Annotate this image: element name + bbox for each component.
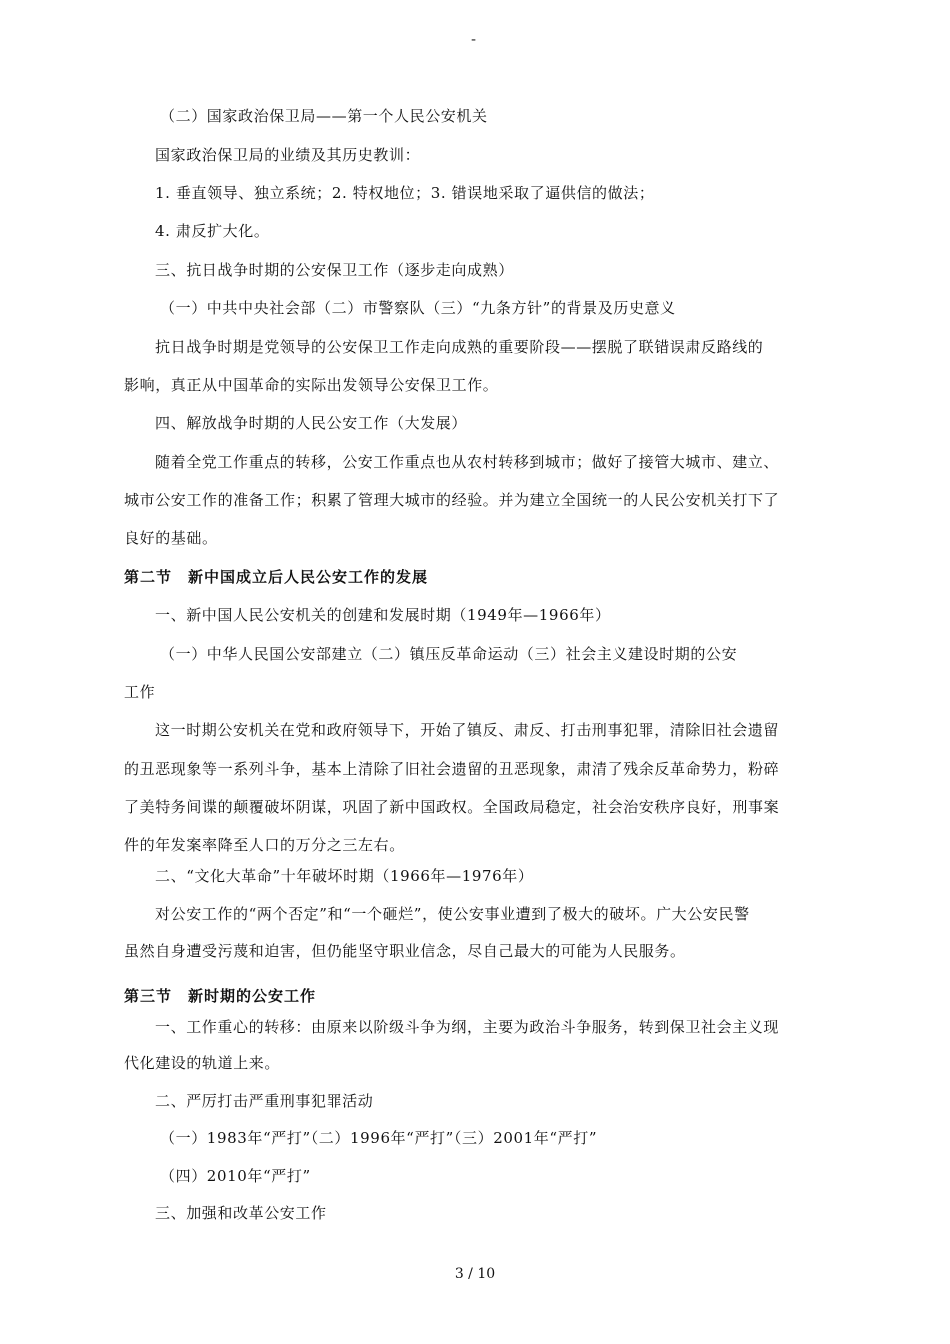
section-heading: 第三节 新时期的公安工作 <box>124 987 317 1005</box>
paragraph-line: （四）2010年“严打” <box>160 1167 311 1185</box>
paragraph-line: 虽然自身遭受污蔑和迫害，但仍能坚守职业信念，尽自己最大的可能为人民服务。 <box>124 942 686 960</box>
paragraph-line: 了美特务间谍的颠覆破坏阴谋，巩固了新中国政权。全国政局稳定，社会治安秩序良好，刑事案 <box>124 798 780 816</box>
paragraph-line: 工作 <box>124 683 156 701</box>
paragraph-line: （一）中华人民国公安部建立（二）镇压反革命运动（三）社会主义建设时期的公安 <box>160 645 738 663</box>
paragraph-line: 对公安工作的“两个否定”和“一个砸烂”，使公安事业遭到了极大的破坏。广大公安民警 <box>155 905 750 923</box>
paragraph-line: 4. 肃反扩大化。 <box>155 222 270 240</box>
subsection-heading: 三、抗日战争时期的公安保卫工作（逐步走向成熟） <box>155 261 514 279</box>
header-mark: - <box>471 32 477 48</box>
paragraph-line: （一）1983年“严打”（二）1996年“严打”（三）2001年“严打” <box>160 1129 598 1147</box>
paragraph-line: 抗日战争时期是党领导的公安保卫工作走向成熟的重要阶段——摆脱了联错误肃反路线的 <box>155 338 764 356</box>
subsection-heading: 二、严厉打击严重刑事犯罪活动 <box>155 1092 374 1110</box>
paragraph-line: （一）中共中央社会部（二）市警察队（三）“九条方针”的背景及历史意义 <box>160 299 676 317</box>
paragraph-line: 国家政治保卫局的业绩及其历史教训： <box>155 146 421 164</box>
page-number: 3 / 10 <box>454 1266 496 1282</box>
subsection-heading: 三、加强和改革公安工作 <box>155 1204 327 1222</box>
subsection-heading: 一、新中国人民公安机关的创建和发展时期（1949年—1966年） <box>155 606 611 624</box>
paragraph-line: 城市公安工作的准备工作；积累了管理大城市的经验。并为建立全国统一的人民公安机关打下了 <box>124 491 780 509</box>
paragraph-line: 良好的基础。 <box>124 529 218 547</box>
subsection-heading: 四、解放战争时期的人民公安工作（大发展） <box>155 414 468 432</box>
paragraph-line: 的丑恶现象等一系列斗争，基本上清除了旧社会遗留的丑恶现象，肃清了残余反革命势力，粉碎 <box>124 760 780 778</box>
paragraph-line: 代化建设的轨道上来。 <box>124 1054 281 1072</box>
paragraph-line: 1. 垂直领导、独立系统；2. 特权地位；3. 错误地采取了逼供信的做法； <box>155 184 655 202</box>
paragraph-line: 影响，真正从中国革命的实际出发领导公安保卫工作。 <box>124 376 499 394</box>
section-heading: 第二节 新中国成立后人民公安工作的发展 <box>124 568 429 586</box>
paragraph-line: 一、工作重心的转移：由原来以阶级斗争为纲，主要为政治斗争服务，转到保卫社会主义现 <box>155 1018 780 1036</box>
paragraph-line: 这一时期公安机关在党和政府领导下，开始了镇反、肃反、打击刑事犯罪，清除旧社会遗留 <box>155 721 780 739</box>
paragraph-line: 件的年发案率降至人口的万分之三左右。 <box>124 836 405 854</box>
subsection-heading: （二）国家政治保卫局——第一个人民公安机关 <box>160 107 488 125</box>
subsection-heading: 二、“文化大革命”十年破坏时期（1966年—1976年） <box>155 867 534 885</box>
paragraph-line: 随着全党工作重点的转移，公安工作重点也从农村转移到城市；做好了接管大城市、建立、 <box>155 453 780 471</box>
